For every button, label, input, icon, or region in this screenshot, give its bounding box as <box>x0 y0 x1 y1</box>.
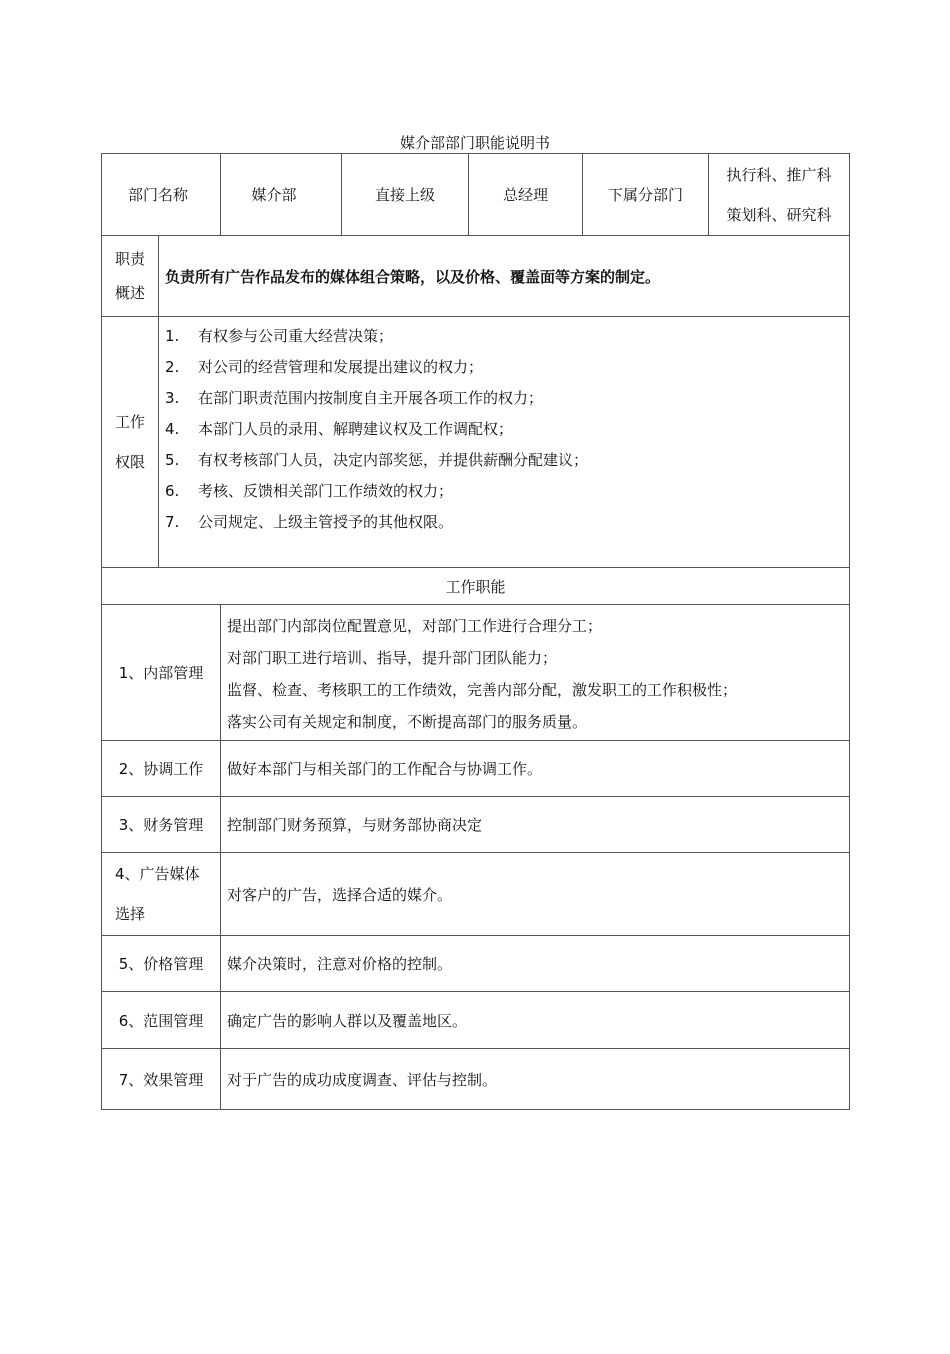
authority-list-cell <box>159 317 850 568</box>
dept-name-value: 媒介部 <box>221 154 342 236</box>
dept-name-label: 部门名称 <box>102 154 221 236</box>
function-name-line1: 4、广告媒体 <box>115 865 200 883</box>
overview-label-line1: 职责 <box>114 250 145 268</box>
authority-item: 6. 考核、反馈相关部门工作绩效的权力； <box>165 482 454 500</box>
overview-row <box>102 236 850 317</box>
authority-item: 2. 对公司的经营管理和发展提出建议的权力； <box>165 358 484 376</box>
subdept-value-line2: 策划科、研究科 <box>726 205 832 224</box>
functions-title: 工作职能 <box>102 568 850 605</box>
authority-label <box>102 317 159 568</box>
authority-item: 7. 公司规定、上级主管授予的其他权限。 <box>165 513 454 531</box>
function-row <box>102 853 850 936</box>
function-name: 2、协调工作 <box>102 741 221 797</box>
function-line: 监督、检查、考核职工的工作绩效，完善内部分配，激发职工的工作积极性； <box>227 681 738 699</box>
authority-item: 5. 有权考核部门人员，决定内部奖惩，并提供薪酬分配建议； <box>165 451 589 469</box>
overview-label <box>102 236 159 317</box>
subdept-value <box>709 154 850 236</box>
duty-table <box>101 153 850 1110</box>
authority-item: 4. 本部门人员的录用、解聘建议权及工作调配权； <box>165 420 514 438</box>
function-line: 落实公司有关规定和制度，不断提高部门的服务质量。 <box>227 713 588 731</box>
subdept-value-line1: 执行科、推广科 <box>726 165 832 184</box>
function-name <box>102 853 221 936</box>
function-desc: 确定广告的影响人群以及覆盖地区。 <box>221 992 850 1049</box>
authority-label-line1: 工作 <box>114 413 145 431</box>
function-row <box>102 797 850 853</box>
superior-label: 直接上级 <box>342 154 469 236</box>
authority-label-line2: 权限 <box>114 453 145 471</box>
function-row <box>102 741 850 797</box>
document-title: 媒介部部门职能说明书 <box>399 134 550 152</box>
function-desc: 媒介决策时，注意对价格的控制。 <box>221 936 850 992</box>
function-name: 7、效果管理 <box>102 1049 221 1110</box>
function-name: 6、范围管理 <box>102 992 221 1049</box>
function-row <box>102 605 850 741</box>
function-desc: 对客户的广告，选择合适的媒介。 <box>221 853 850 936</box>
function-name-line2: 选择 <box>115 905 146 923</box>
function-row <box>102 1049 850 1110</box>
function-desc <box>221 605 850 741</box>
function-line: 对部门职工进行培训、指导，提升部门团队能力； <box>227 649 558 667</box>
authority-row <box>102 317 850 568</box>
function-name: 5、价格管理 <box>102 936 221 992</box>
header-row <box>102 154 850 236</box>
function-line: 提出部门内部岗位配置意见，对部门工作进行合理分工； <box>227 617 603 635</box>
function-desc: 控制部门财务预算，与财务部协商决定 <box>221 797 850 853</box>
function-desc: 做好本部门与相关部门的工作配合与协调工作。 <box>221 741 850 797</box>
subdept-label: 下属分部门 <box>583 154 709 236</box>
authority-item: 1. 有权参与公司重大经营决策； <box>165 327 394 345</box>
function-row <box>102 992 850 1049</box>
authority-item: 3. 在部门职责范围内按制度自主开展各项工作的权力； <box>165 389 544 407</box>
function-name: 3、财务管理 <box>102 797 221 853</box>
function-name: 1、内部管理 <box>102 605 221 741</box>
authority-list <box>165 321 843 538</box>
function-row <box>102 936 850 992</box>
overview-label-line2: 概述 <box>114 284 145 302</box>
function-desc: 对于广告的成功成度调查、评估与控制。 <box>221 1049 850 1110</box>
functions-title-row <box>102 568 850 605</box>
overview-text: 负责所有广告作品发布的媒体组合策略，以及价格、覆盖面等方案的制定。 <box>159 236 850 317</box>
superior-value: 总经理 <box>469 154 583 236</box>
